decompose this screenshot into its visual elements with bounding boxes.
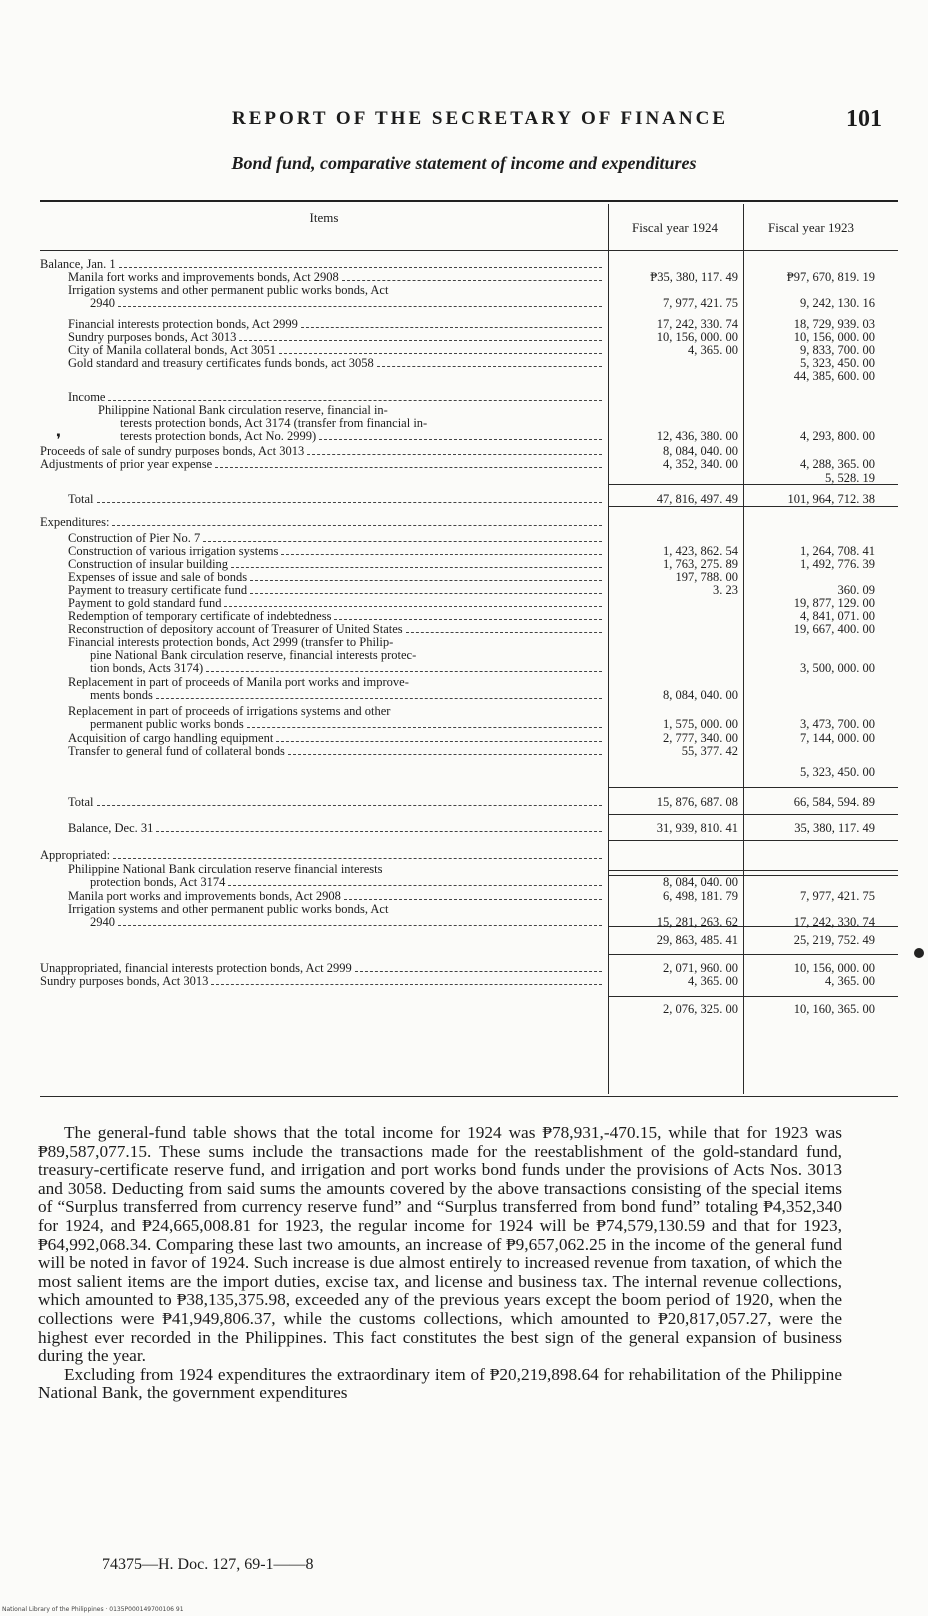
- row-label: 2940: [90, 296, 115, 310]
- row-label: City of Manila collateral bonds, Act 3051: [68, 343, 276, 357]
- value-1923: 35, 380, 117. 49: [794, 821, 875, 835]
- table-row-values: [40, 766, 898, 779]
- row-label: Financial interests protection bonds, Act 2999: [68, 317, 298, 331]
- row-label: Total: [68, 795, 94, 809]
- value-1924: 55, 377. 42: [681, 744, 738, 758]
- table-row-values: [40, 297, 898, 310]
- value-1924: 31, 939, 810. 41: [656, 821, 738, 835]
- row-label: protection bonds, Act 3174: [90, 875, 226, 889]
- value-1924: 1, 575, 000. 00: [663, 717, 738, 731]
- row-label: Philippine National Bank circulation reserve financial interests: [68, 862, 383, 876]
- value-1924: ₱35, 380, 117. 49: [650, 270, 738, 284]
- value-1924: 4, 365. 00: [688, 343, 738, 357]
- value-1924: 4, 365. 00: [688, 974, 738, 988]
- row-label: Replacement in part of proceeds of Manila port works and improve-: [68, 675, 409, 689]
- row-label: Transfer to general fund of collateral bonds: [68, 744, 285, 758]
- row-label: tion bonds, Acts 3174): [90, 661, 204, 675]
- row-label: Financial interests protection bonds, Act 2999 (transfer to Philip-: [68, 635, 394, 649]
- row-label: Unappropriated, financial interests protection bonds, Act 2999: [40, 961, 352, 975]
- paragraph: Excluding from 1924 expenditures the extraordinary item of ₱20,219,898.64 for rehabilitation of the Philippine National Bank, the government expenditures: [38, 1364, 842, 1403]
- table-row-values: [40, 934, 898, 947]
- value-1924: 8, 084, 040. 00: [663, 688, 738, 702]
- value-1924: 47, 816, 497. 49: [656, 492, 738, 506]
- row-label: pine National Bank circulation reserve, financial interests protec-: [90, 648, 417, 662]
- value-1923: 10, 156, 000. 00: [793, 330, 875, 344]
- table-top-rule: [40, 200, 898, 202]
- row-label: permanent public works bonds: [90, 717, 244, 731]
- header-bottom-rule: [40, 250, 898, 251]
- table-row-values: [40, 357, 898, 370]
- row-label: Construction of various irrigation systems: [68, 544, 279, 558]
- row-label: 2940: [90, 915, 115, 929]
- table-row-values: [40, 1003, 898, 1016]
- row-label: Manila port works and improvements bonds, Act 2908: [68, 889, 341, 903]
- value-1923: 1, 492, 776. 39: [800, 557, 875, 571]
- scan-credit: National Library of the Philippines · 0135P000149700106 91: [2, 1606, 184, 1613]
- row-label: Philippine National Bank circulation reserve, financial in-: [98, 403, 388, 417]
- value-1923: ₱97, 670, 819. 19: [786, 270, 875, 284]
- table-row-values: [40, 689, 898, 702]
- row-label: Construction of Pier No. 7: [68, 531, 201, 545]
- value-1924: 3. 23: [713, 583, 738, 597]
- table-row-values: [40, 822, 898, 835]
- paragraph: The general-fund table shows that the total income for 1924 was ₱78,931,-470.15, while that for 1923 was ₱89,587,077.15. These sums include the transactions made for the reestablishment of the gold-standard fund, treasury-certificate reserve fund, and irrigation and port works bond funds under the provisions of Acts Nos. 3013 and 3058. Deducting from said sums the amounts covered by the above transactions consisting of the special items of “Surplus transferred from currency reserve fund” and “Surplus transferred from bond fund” totaling ₱4,352,340 for 1924, and ₱24,665,008.81 for 1923, the regular income for 1924 will be ₱74,579,130.59 and that for 1923, ₱64,992,068.34. Comparing these last two amounts, an increase of ₱9,657,062.25 in the income of the general fund will be noted in favor of 1924. Such increase is due almost entirely to increased revenue from taxation, of which the most salient items are the import duties, excise tax, and license and business tax. The internal revenue collections, which amounted to ₱38,135,375.98, exceeded any of the previous years except the boom period of 1920, when the collections were ₱41,949,806.37, while the customs collections, which amounted to ₱20,817,057.27, were the highest ever recorded in the Philippines. This fact constitutes the best sign of the general expansion of business during the year.: [38, 1123, 842, 1366]
- table-row-values: [40, 718, 898, 731]
- value-1924: 15, 876, 687. 08: [656, 795, 738, 809]
- table-row-values: [40, 975, 898, 988]
- row-label: Sundry purposes bonds, Act 3013: [40, 974, 209, 988]
- value-1923: 66, 584, 594. 89: [793, 795, 875, 809]
- ink-dot: [914, 948, 924, 958]
- value-1924: 197, 788. 00: [675, 570, 738, 584]
- subtotal-rule: [608, 814, 898, 815]
- report-title: REPORT OF THE SECRETARY OF FINANCE: [232, 108, 729, 129]
- table-row-values: [40, 370, 898, 383]
- value-1923: 25, 219, 752. 49: [793, 933, 875, 947]
- row-label: Irrigation systems and other permanent public works bonds, Act: [68, 902, 389, 916]
- subtotal-rule: [608, 506, 898, 507]
- value-1924: 8, 084, 040. 00: [663, 875, 738, 889]
- value-1923: 7, 144, 000. 00: [800, 731, 875, 745]
- value-1924: 6, 498, 181. 79: [663, 889, 738, 903]
- row-label: Irrigation systems and other permanent public works bonds, Act: [68, 283, 389, 297]
- page-header: [0, 108, 928, 142]
- table-row-values: [40, 493, 898, 506]
- row-label: Redemption of temporary certificate of indebtedness: [68, 609, 332, 623]
- row-label: Gold standard and treasury certificates funds bonds, act 3058: [68, 356, 374, 370]
- ink-mark: ❜: [56, 430, 62, 449]
- value-1923: 7, 977, 421. 75: [800, 889, 875, 903]
- value-1923: 5, 323, 450. 00: [800, 765, 875, 779]
- value-1923: 19, 877, 129. 00: [793, 596, 875, 610]
- value-1923: 3, 500, 000. 00: [800, 661, 875, 675]
- value-1923: 44, 385, 600. 00: [793, 369, 875, 383]
- row-label: Proceeds of sale of sundry purposes bonds, Act 3013: [40, 444, 305, 458]
- row-label: Reconstruction of depository account of Treasurer of United States: [68, 622, 403, 636]
- subtotal-rule: [608, 840, 898, 841]
- body-text: [38, 1124, 842, 1403]
- row-label: Income: [68, 390, 106, 404]
- value-1924: 2, 777, 340. 00: [663, 731, 738, 745]
- value-1924: 29, 863, 485. 41: [656, 933, 738, 947]
- table-row-values: [40, 430, 898, 443]
- row-label: ments bonds: [90, 688, 153, 702]
- value-1923: 360. 09: [837, 583, 875, 597]
- value-1923: 4, 288, 365. 00: [800, 457, 875, 471]
- row-label: Expenditures:: [40, 515, 110, 529]
- table-row-line: [40, 676, 898, 689]
- row-label: Appropriated:: [40, 848, 111, 862]
- table-row-values: [40, 472, 898, 485]
- table-title: Bond fund, comparative statement of income and expenditures: [231, 153, 697, 173]
- value-1923: 17, 242, 330. 74: [793, 915, 875, 929]
- row-label: Balance, Dec. 31: [68, 821, 154, 835]
- value-1923: 18, 729, 939. 03: [793, 317, 875, 331]
- subtotal-rule: [608, 787, 898, 788]
- row-label: Total: [68, 492, 94, 506]
- document-footer: 74375—H. Doc. 127, 69-1——8: [102, 1556, 314, 1573]
- subtotal-rule: [608, 954, 898, 955]
- table-row-values: [40, 876, 898, 889]
- value-1923: 4, 293, 800. 00: [800, 429, 875, 443]
- bond-fund-table: [40, 200, 898, 1110]
- row-label: Sundry purposes bonds, Act 3013: [68, 330, 237, 344]
- row-label: Payment to gold standard fund: [68, 596, 222, 610]
- value-1923: 9, 833, 700. 00: [800, 343, 875, 357]
- table-row-values: [40, 849, 898, 862]
- col-header-1923: Fiscal year 1923: [768, 220, 854, 235]
- col-header-1924: Fiscal year 1924: [632, 220, 718, 235]
- value-1924: 8, 084, 040. 00: [663, 444, 738, 458]
- table-row-values: [40, 745, 898, 758]
- value-1923: 4, 365. 00: [825, 974, 875, 988]
- value-1923: 10, 160, 365. 00: [793, 1002, 875, 1016]
- value-1923: 5, 528. 19: [825, 471, 875, 485]
- value-1924: 7, 977, 421. 75: [663, 296, 738, 310]
- table-row-line: [40, 284, 898, 297]
- table-bottom-rule: [40, 1096, 898, 1097]
- value-1924: 12, 436, 380. 00: [656, 429, 738, 443]
- row-label: Balance, Jan. 1: [40, 257, 116, 271]
- value-1923: 101, 964, 712. 38: [787, 492, 875, 506]
- row-label: Manila fort works and improvements bonds, Act 2908: [68, 270, 339, 284]
- subtotal-rule: [608, 996, 898, 997]
- value-1924: 2, 076, 325. 00: [663, 1002, 738, 1016]
- row-label: Acquisition of cargo handling equipment: [68, 731, 274, 745]
- value-1923: 9, 242, 130. 16: [800, 296, 875, 310]
- row-label: Adjustments of prior year expense: [40, 457, 213, 471]
- row-label: Expenses of issue and sale of bonds: [68, 570, 248, 584]
- col-header-items: Items: [309, 210, 339, 225]
- value-1923: 10, 156, 000. 00: [793, 961, 875, 975]
- table-row-line: [40, 903, 898, 916]
- value-1923: 4, 841, 071. 00: [800, 609, 875, 623]
- value-1924: 10, 156, 000. 00: [656, 330, 738, 344]
- value-1923: 5, 323, 450. 00: [800, 356, 875, 370]
- value-1923: 1, 264, 708. 41: [800, 544, 875, 558]
- row-label: Replacement in part of proceeds of irrigations systems and other: [68, 704, 391, 718]
- row-label: terests protection bonds, Act 3174 (transfer from financial in-: [120, 416, 428, 430]
- table-row-values: [40, 796, 898, 809]
- page-number: 101: [846, 106, 882, 132]
- table-row-values: [40, 662, 898, 675]
- table-row-values: [40, 458, 898, 471]
- row-label: Construction of insular building: [68, 557, 229, 571]
- table-row-values: [40, 916, 898, 929]
- value-1923: 19, 667, 400. 00: [793, 622, 875, 636]
- value-1924: 1, 423, 862. 54: [663, 544, 738, 558]
- value-1923: 3, 473, 700. 00: [800, 717, 875, 731]
- table-row-values: [40, 516, 898, 529]
- value-1924: 1, 763, 275. 89: [663, 557, 738, 571]
- value-1924: 17, 242, 330. 74: [656, 317, 738, 331]
- row-label: terests protection bonds, Act No. 2999): [120, 429, 317, 443]
- value-1924: 15, 281, 263. 62: [656, 915, 738, 929]
- value-1924: 2, 071, 960. 00: [663, 961, 738, 975]
- value-1924: 4, 352, 340. 00: [663, 457, 738, 471]
- row-label: Payment to treasury certificate fund: [68, 583, 248, 597]
